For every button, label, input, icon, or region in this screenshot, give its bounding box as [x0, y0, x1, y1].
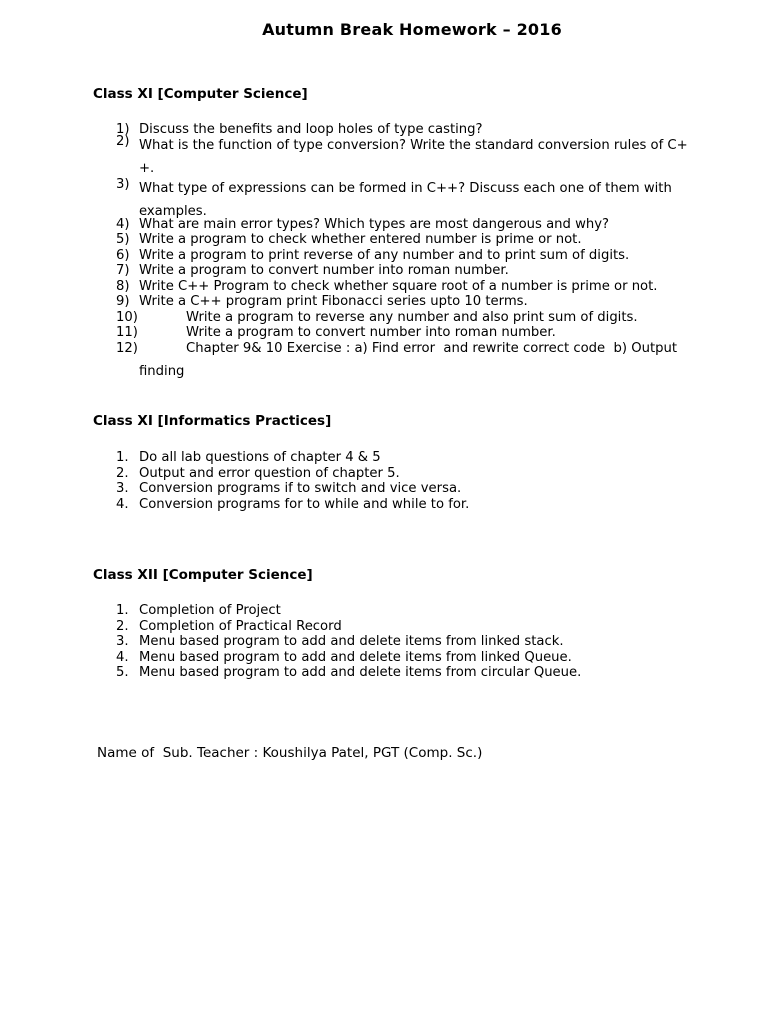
list-item-text: What type of expressions can be formed in C++? Discuss each one of them with examples. [139, 180, 672, 219]
list-item [0, 248, 768, 264]
list-item [0, 603, 768, 619]
list-item [0, 310, 768, 326]
list-item-text: Write C++ Program to check whether square root of a number is prime or not. [139, 278, 658, 294]
list-item-text: What is the function of type conversion? Write the standard conversion rules of C+ +. [139, 137, 688, 176]
list-item-text: Chapter 9& 10 Exercise : a) Find error and rewrite correct code b) Output [186, 340, 678, 356]
section-heading-xi-ip: Class XI [Informatics Practices] [93, 413, 332, 429]
list-item [0, 481, 768, 497]
list-item [0, 263, 768, 279]
list-item-number: 5. [116, 665, 129, 680]
list-item-text: Output and error question of chapter 5. [139, 465, 400, 481]
list-xi-ip [0, 450, 768, 512]
list-item-number: 4) [116, 216, 130, 232]
list-item [0, 634, 768, 650]
list-item-text: Write a program to reverse any number and also print sum of digits. [186, 309, 638, 325]
list-item [0, 294, 768, 310]
list-item-number: 2. [116, 618, 129, 634]
list-item-number: 3. [116, 634, 129, 649]
list-item-number: 3. [116, 481, 129, 496]
list-item [0, 279, 768, 295]
list-item-number: 8) [116, 278, 130, 294]
list-item-number: 10) [116, 309, 138, 325]
list-item [0, 619, 768, 635]
list-item [0, 341, 768, 357]
list-item-number: 4. [116, 496, 129, 512]
list-item-text: What are main error types? Which types are most dangerous and why? [139, 216, 610, 232]
list-item-number: 4. [116, 649, 129, 665]
list-item-text: Menu based program to add and delete items from circular Queue. [139, 665, 582, 680]
list-item-text: finding [139, 364, 185, 379]
list-item-text: Write a program to check whether entered number is prime or not. [139, 232, 582, 247]
section-heading-xii-cs: Class XII [Computer Science] [93, 567, 313, 583]
list-item [0, 134, 768, 181]
list-item-number: 1. [116, 603, 129, 618]
list-item-number: 5) [116, 232, 130, 247]
list-item [0, 325, 768, 341]
list-item-number: 12) [116, 340, 138, 356]
list-item-text: Menu based program to add and delete items from linked stack. [139, 634, 564, 649]
list-item-text: Completion of Project [139, 603, 281, 618]
list-xii-cs [0, 603, 768, 681]
list-item-number: 7) [116, 263, 130, 278]
list-item [0, 217, 768, 233]
list-item-number: 11) [116, 325, 138, 340]
document-title: Autumn Break Homework – 2016 [262, 20, 562, 39]
list-item-text: Write a program to print reverse of any number and to print sum of digits. [139, 247, 630, 263]
list-item-number: 3) [116, 176, 130, 192]
list-item [0, 665, 768, 681]
list-item [0, 466, 768, 482]
list-xi-cs [0, 122, 768, 380]
list-item-text: Write a program to convert number into roman number. [186, 325, 556, 340]
list-item-text: Conversion programs if to switch and vice versa. [139, 481, 462, 496]
list-item [0, 450, 768, 466]
list-item [0, 232, 768, 248]
list-item-text: Discuss the benefits and loop holes of type casting? [139, 122, 483, 137]
list-item-text: Write a program to convert number into roman number. [139, 263, 509, 278]
list-item-number: 2) [116, 133, 130, 149]
list-item-number: 1. [116, 450, 129, 465]
list-item-number: 2. [116, 465, 129, 481]
list-item-text: Completion of Practical Record [139, 618, 342, 634]
list-item-text: Write a C++ program print Fibonacci series upto 10 terms. [139, 294, 528, 309]
list-item [0, 497, 768, 513]
section-heading-xi-cs: Class XI [Computer Science] [93, 86, 308, 102]
list-item-number: 9) [116, 294, 130, 309]
list-item-number: 1) [116, 122, 130, 137]
list-item-text: Conversion programs for to while and while to for. [139, 496, 470, 512]
list-item-text: Menu based program to add and delete items from linked Queue. [139, 649, 572, 665]
teacher-name: Name of Sub. Teacher : Koushilya Patel, PGT (Comp. Sc.) [97, 745, 483, 761]
list-item-number: 6) [116, 247, 130, 263]
list-item-text: Do all lab questions of chapter 4 & 5 [139, 450, 381, 465]
list-item [0, 650, 768, 666]
list-item-continuation [0, 364, 768, 380]
